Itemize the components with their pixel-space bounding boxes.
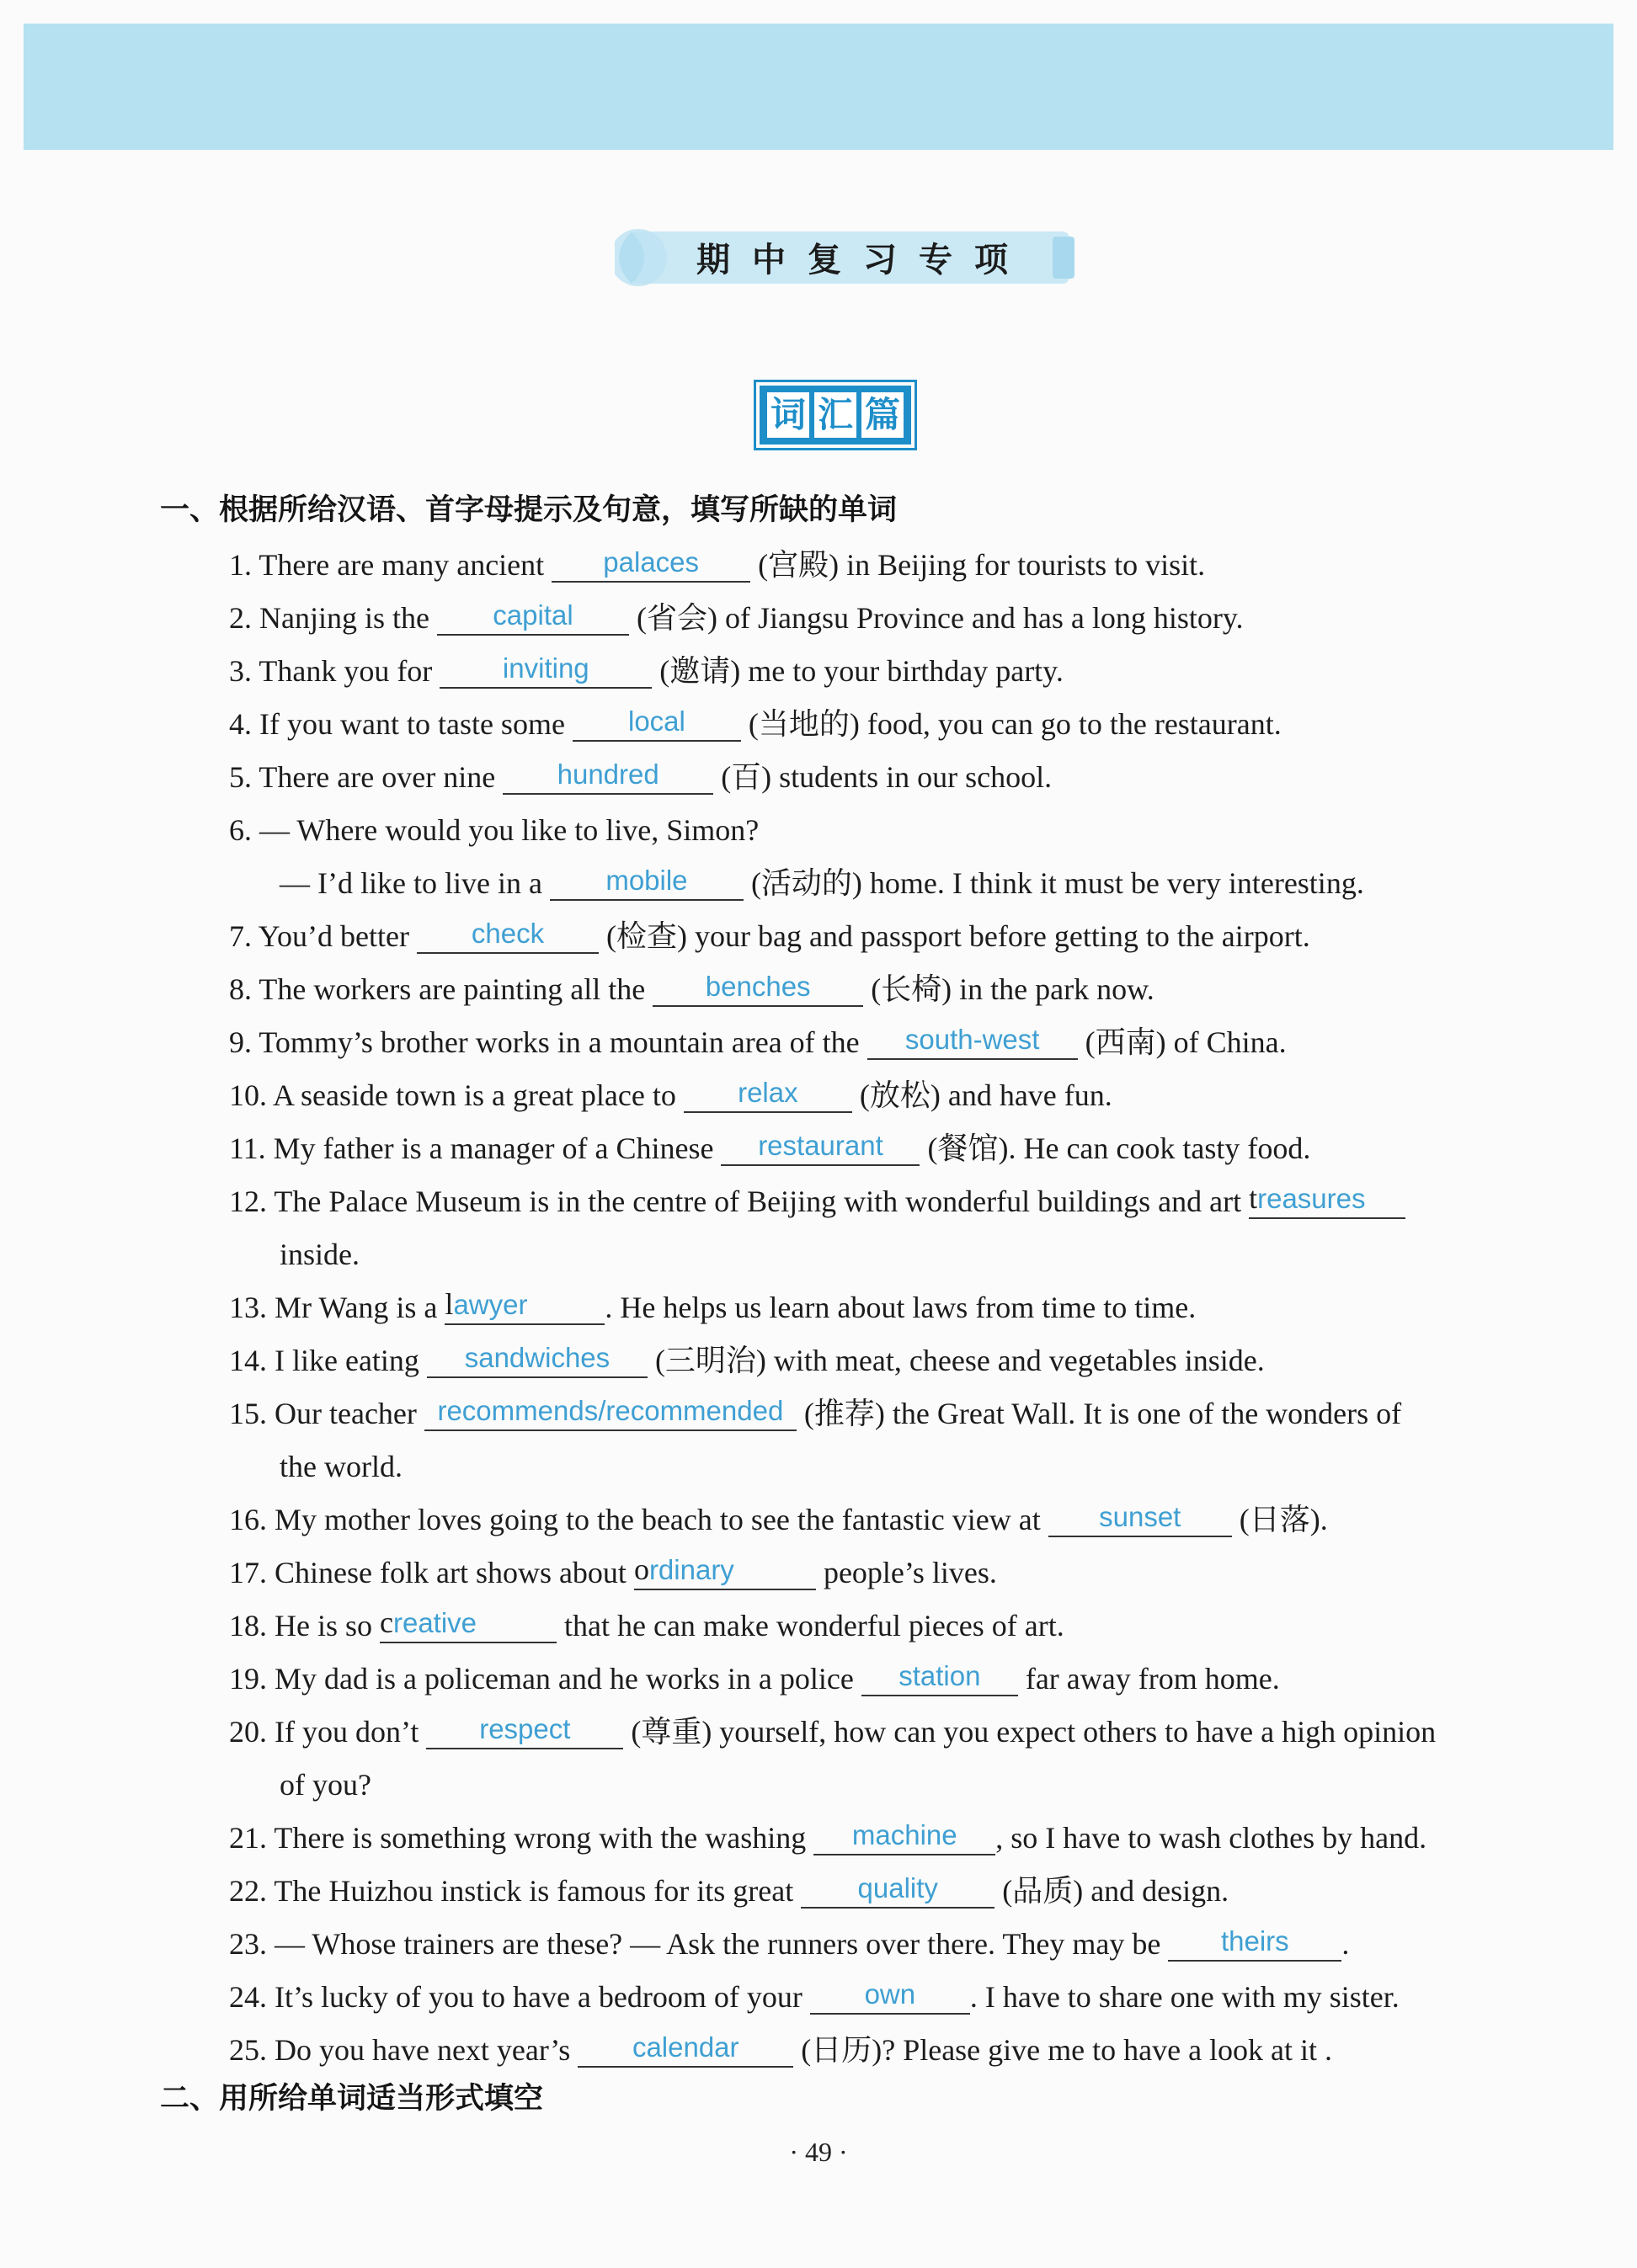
exercise-item-15: 15. Our teacher recommends/recommended (推荐) the Great Wall. It is one of the wonders of: [229, 1387, 1543, 1440]
page-number: · 49 ·: [789, 2137, 848, 2167]
exercise-item-8: 8. The workers are painting all the benches (长椅) in the park now.: [229, 963, 1543, 1016]
answer-blank[interactable]: respect: [426, 1710, 623, 1749]
answer-blank[interactable]: treasures: [1249, 1179, 1405, 1219]
answer-blank[interactable]: south-west: [867, 1020, 1078, 1060]
answer-blank[interactable]: machine: [813, 1816, 995, 1855]
exercise-item-19: 19. My dad is a policeman and he works in a police station far away from home.: [229, 1653, 1543, 1706]
exercise-item-17: 17. Chinese folk art shows about ordinary people’s lives.: [229, 1552, 997, 1589]
section1-heading: 一、根据所给汉语、首字母提示及句意，填写所缺的单词: [160, 493, 898, 527]
exercise-item-4: 4. If you want to taste some local (当地的) food, you can go to the restaurant.: [229, 698, 1543, 751]
exercise-item-21: 21. There is something wrong with the washing machine , so I have to wash clothes by hand.: [229, 1812, 1543, 1865]
exercise-item-5: 5. There are over nine hundred (百) students in our school.: [229, 751, 1543, 804]
answer-blank[interactable]: restaurant: [721, 1126, 920, 1166]
top-color-band: [24, 24, 1613, 150]
answer-blank[interactable]: calendar: [578, 2028, 793, 2068]
answer-blank[interactable]: relax: [684, 1073, 852, 1113]
exercise-list: [229, 539, 1543, 2077]
exercise-item-9: 9. Tommy’s brother works in a mountain area of the south-west (西南) of China.: [229, 1016, 1543, 1069]
answer-blank[interactable]: hundred: [503, 755, 713, 795]
exercise-item-11: 11. My father is a manager of a Chinese restaurant (餐馆). He can cook tasty food.: [229, 1122, 1543, 1175]
exercise-item-2: 2. Nanjing is the capital (省会) of Jiangsu Province and has a long history.: [229, 592, 1543, 645]
answer-blank[interactable]: benches: [653, 967, 863, 1007]
answer-blank[interactable]: recommends/recommended: [424, 1392, 797, 1431]
answer-blank[interactable]: sunset: [1048, 1498, 1232, 1537]
exercise-item-20: 20. If you don’t respect (尊重) yourself, how can you expect others to have a high opinion: [229, 1706, 1543, 1759]
section2-heading: 二、用所给单词适当形式填空: [160, 2082, 544, 2116]
title-banner: [615, 206, 1086, 307]
answer-blank[interactable]: capital: [437, 596, 629, 636]
answer-blank[interactable]: station: [861, 1657, 1018, 1696]
answer-blank[interactable]: ordinary: [634, 1551, 816, 1590]
answer-blank[interactable]: inviting: [440, 649, 652, 689]
exercise-item-18: 18. He is so creative that he can make wonderful pieces of art.: [229, 1605, 1064, 1642]
answer-blank[interactable]: check: [417, 914, 599, 954]
exercise-item-24: 24. It’s lucky of you to have a bedroom of your own . I have to share one with my sister.: [229, 1971, 1543, 2024]
exercise-item-14: 14. I like eating sandwiches (三明治) with meat, cheese and vegetables inside.: [229, 1334, 1543, 1387]
answer-blank[interactable]: theirs: [1168, 1922, 1341, 1962]
answer-blank[interactable]: local: [573, 702, 741, 742]
badge-char: 词: [767, 392, 809, 438]
answer-blank[interactable]: palaces: [552, 543, 750, 583]
exercise-item-12-cont: inside.: [280, 1238, 360, 1271]
exercise-item-6: 6. — Where would you like to live, Simon?: [229, 813, 760, 847]
exercise-item-20-cont: of you?: [280, 1768, 371, 1802]
badge-char: 篇: [861, 392, 904, 438]
answer-blank[interactable]: own: [810, 1975, 970, 2015]
exercise-item-3: 3. Thank you for inviting (邀请) me to your birthday party.: [229, 645, 1543, 698]
answer-blank[interactable]: sandwiches: [427, 1339, 648, 1378]
exercise-item-16: 16. My mother loves going to the beach to see the fantastic view at sunset (日落).: [229, 1493, 1543, 1547]
exercise-item-25: 25. Do you have next year’s calendar (日历)? Please give me to have a look at it .: [229, 2024, 1543, 2077]
answer-blank[interactable]: quality: [801, 1869, 994, 1909]
exercise-item-22: 22. The Huizhou instick is famous for its great quality (品质) and design.: [229, 1865, 1543, 1918]
exercise-item-15-cont: the world.: [280, 1450, 403, 1483]
exercise-item-23: 23. — Whose trainers are these? — Ask the runners over there. They may be theirs .: [229, 1918, 1543, 1971]
exercise-item-13: 13. Mr Wang is a lawyer . He helps us learn about laws from time to time.: [229, 1287, 1197, 1324]
vocabulary-section-badge: [760, 386, 911, 445]
badge-char: 汇: [814, 392, 856, 438]
exercise-item-10: 10. A seaside town is a great place to relax (放松) and have fun.: [229, 1069, 1543, 1122]
answer-blank[interactable]: mobile: [550, 861, 744, 901]
answer-blank[interactable]: lawyer: [445, 1286, 605, 1325]
exercise-item-6-reply: — I’d like to live in a mobile (活动的) home. I think it must be very interesting.: [229, 857, 1543, 910]
exercise-item-7: 7. You’d better check (检查) your bag and passport before getting to the airport.: [229, 910, 1543, 963]
page-title: 期中复习专项: [696, 240, 1030, 280]
exercise-item-12: 12. The Palace Museum is in the centre of Beijing with wonderful buildings and art treasures: [229, 1175, 1543, 1228]
exercise-item-1: 1. There are many ancient palaces (宫殿) in Beijing for tourists to visit.: [229, 539, 1543, 592]
answer-blank[interactable]: creative: [380, 1604, 557, 1643]
